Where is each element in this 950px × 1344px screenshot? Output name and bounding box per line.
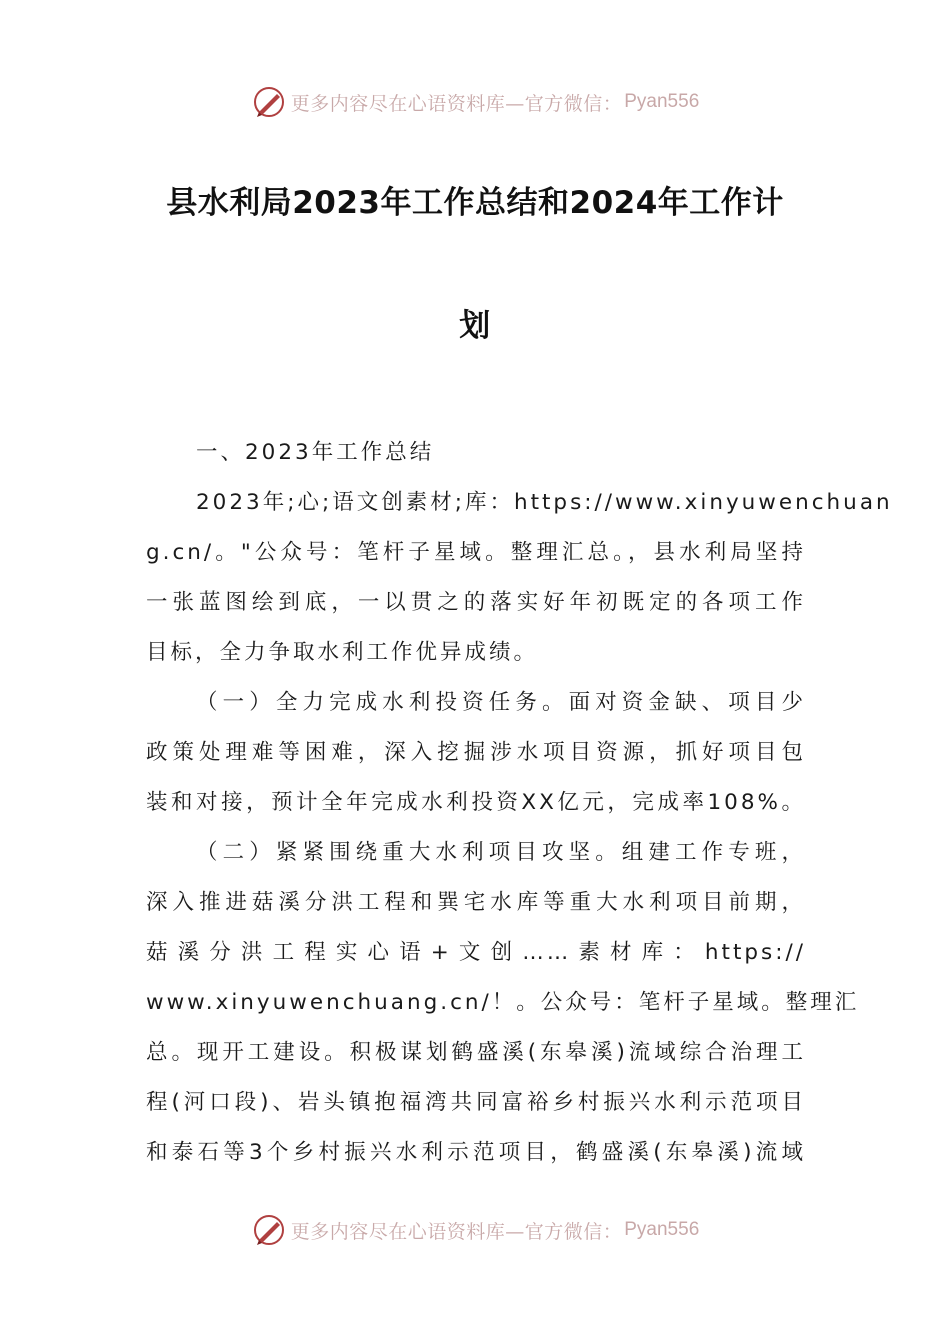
paragraph-line: 深入推进菇溪分洪工程和巽宅水库等重大水利项目前期， — [146, 890, 806, 915]
watermark-text: 更多内容尽在心语资料库—官方微信： — [290, 1220, 623, 1243]
paragraph-line: 菇溪分洪工程实心语+文创……素材库：https:// — [146, 940, 806, 965]
paragraph-line: 目标，全力争取水利工作优异成绩。 — [146, 640, 539, 665]
document-title-line-1: 县水利局2023年工作总结和2024年工作计 — [166, 185, 784, 221]
paragraph-line: （二）紧紧围绕重大水利项目攻坚。组建工作专班， — [196, 840, 806, 865]
paragraph-line: （一）全力完成水利投资任务。面对资金缺、项目少 — [196, 690, 806, 715]
paragraph-line: 装和对接，预计全年完成水利投资XX亿元，完成率108%。 — [146, 790, 806, 815]
watermark-footer — [0, 1210, 950, 1250]
document-title-line-2: 划 — [459, 308, 491, 344]
paragraph-line: 总。现开工建设。积极谋划鹤盛溪(东皋溪)流域综合治理工 — [146, 1040, 806, 1065]
pen-logo-icon — [251, 84, 287, 120]
watermark-header — [0, 82, 950, 122]
watermark-wechat-id: Pyan556 — [624, 91, 700, 112]
document-body — [146, 428, 893, 1178]
paragraph-line: 政策处理难等困难，深入挖掘涉水项目资源，抓好项目包 — [146, 740, 806, 765]
watermark-wechat-id: Pyan556 — [624, 1219, 700, 1240]
paragraph-line: www.xinyuwenchuang.cn/！。公众号：笔杆子星域。整理汇 — [146, 990, 860, 1015]
paragraph-line: 和泰石等3个乡村振兴水利示范项目，鹤盛溪(东皋溪)流域 — [146, 1140, 806, 1165]
paragraph-line: g.cn/。"公众号：笔杆子星域。整理汇总。，县水利局坚持 — [146, 540, 806, 565]
pen-logo-icon — [251, 1212, 287, 1248]
section-heading: 一、2023年工作总结 — [196, 440, 435, 465]
paragraph-line: 一张蓝图绘到底，一以贯之的落实好年初既定的各项工作 — [146, 590, 806, 615]
paragraph-line: 程(河口段)、岩头镇抱福湾共同富裕乡村振兴水利示范项目 — [146, 1090, 806, 1115]
paragraph-line: 2023年;心;语文创素材;库：https://www.xinyuwenchuan — [196, 490, 893, 515]
watermark-text: 更多内容尽在心语资料库—官方微信： — [290, 92, 623, 115]
